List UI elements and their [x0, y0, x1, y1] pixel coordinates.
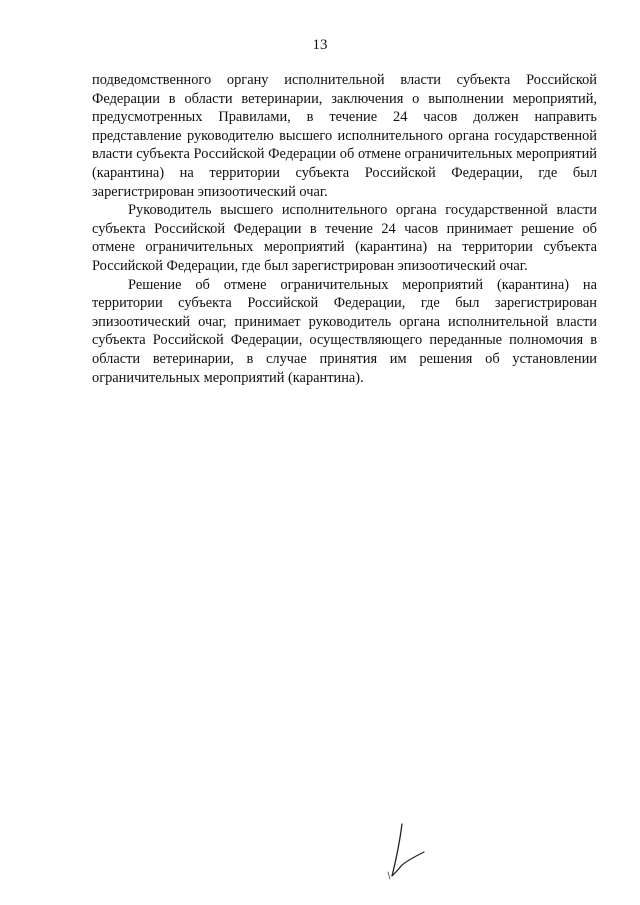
paragraph-continuation: подведомственного органу исполнительной власти субъекта Российской Федерации в области ветеринарии, заключения о выполнении мероприятий, предусмотренных Правилами, в течение 24 часов должен направить представление руководителю высшего исполнительного органа государственной власти субъекта Российской Федерации об отмене ограничительных мероприятий (карантина) на территории субъекта Российской Федерации, где был зарегистрирован эпизоотический очаг. — [92, 72, 597, 200]
paragraph-quarantine-cancellation: Решение об отмене ограничительных мероприятий (карантина) на территории субъекта Российской Федерации, где был зарегистрирован эпизоотический очаг, принимает руководитель органа исполнительной власти субъекта Российской Федерации, осуществляющего переданные полномочия в области ветеринарии, в случае принятия им решения об установлении ограничительных мероприятий (карантина). — [92, 276, 597, 386]
document-body — [92, 71, 597, 387]
page-number: 13 — [312, 37, 328, 53]
paragraph-governor-decision: Руководитель высшего исполнительного органа государственной власти субъекта Российской Федерации в течение 24 часов принимает решение об отмене ограничительных мероприятий (карантина) на территории субъекта Российской Федерации, где был зарегистрирован эпизоотический очаг. — [92, 202, 597, 274]
handwritten-signature — [378, 822, 428, 882]
